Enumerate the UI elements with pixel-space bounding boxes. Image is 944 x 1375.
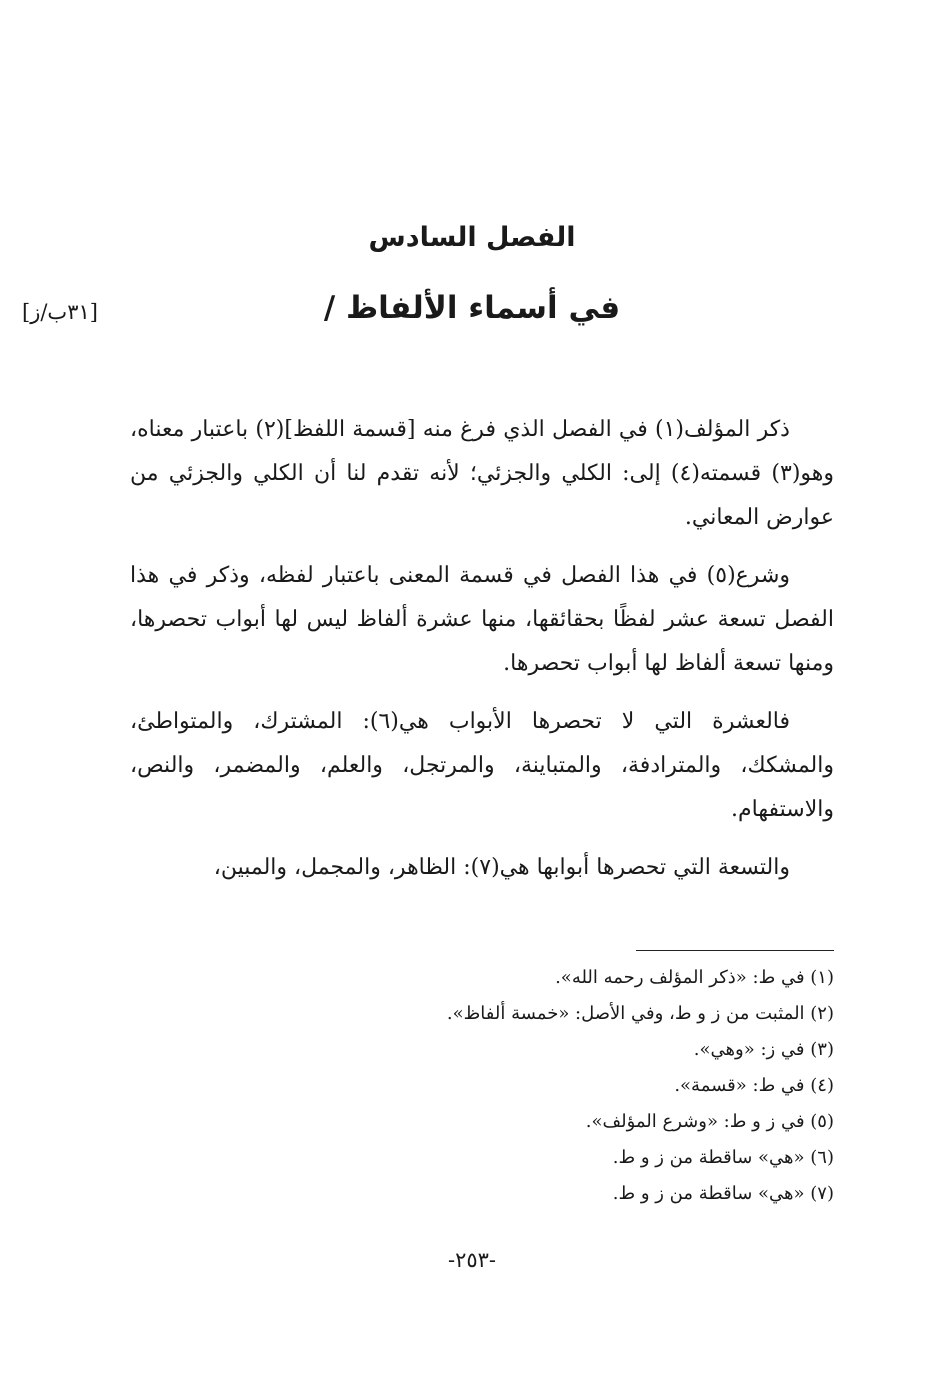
- paragraph: ذكر المؤلف(١) في الفصل الذي فرغ منه [قسمة اللفظ](٢) باعتبار معناه، وهو(٣) قسمته(٤) إلى: الكلي والجزئي؛ لأنه تقدم لنا أن الكلي والجزئي من عوارض المعاني.: [130, 417, 834, 530]
- page-number: -٢٥٣-: [447, 1248, 497, 1272]
- paragraph: وشرع(٥) في هذا الفصل في قسمة المعنى باعتبار لفظه، وذكر في هذا الفصل تسعة عشر لفظًا بحقائقها، منها عشرة ألفاظ ليس لها أبواب تحصرها، ومنها تسعة ألفاظ لها أبواب تحصرها.: [130, 563, 834, 676]
- paragraph: فالعشرة التي لا تحصرها الأبواب هي(٦): المشترك، والمتواطئ، والمشكك، والمترادفة، والمتباينة، والمرتجل، والعلم، والمضمر، والنص، والاستفهام.: [130, 709, 834, 822]
- footnote: (٢) المثبت من ز و ط، وفي الأصل: «خمسة ألفاظ».: [446, 1003, 834, 1024]
- paragraph: والتسعة التي تحصرها أبوابها هي(٧): الظاهر، والمجمل، والمبين،: [213, 855, 790, 880]
- footnote: (٥) في ز و ط: «وشرع المؤلف».: [585, 1111, 834, 1132]
- footnote-divider: [636, 950, 834, 951]
- body-text: [130, 408, 834, 904]
- footnote: (٧) «هي» ساقطة من ز و ط.: [612, 1183, 834, 1204]
- margin-reference: [٣١ب/ز]: [22, 300, 98, 324]
- footnote: (٦) «هي» ساقطة من ز و ط.: [612, 1147, 834, 1168]
- footnotes: [300, 960, 834, 1212]
- footnote: (٤) في ط: «قسمة».: [674, 1075, 834, 1096]
- chapter-subtitle: في أسماء الألفاظ /: [323, 290, 621, 326]
- footnote: (٣) في ز: «وهي».: [693, 1039, 834, 1060]
- chapter-heading: الفصل السادس: [368, 222, 576, 253]
- footnote: (١) في ط: «ذكر المؤلف رحمه الله».: [555, 967, 834, 988]
